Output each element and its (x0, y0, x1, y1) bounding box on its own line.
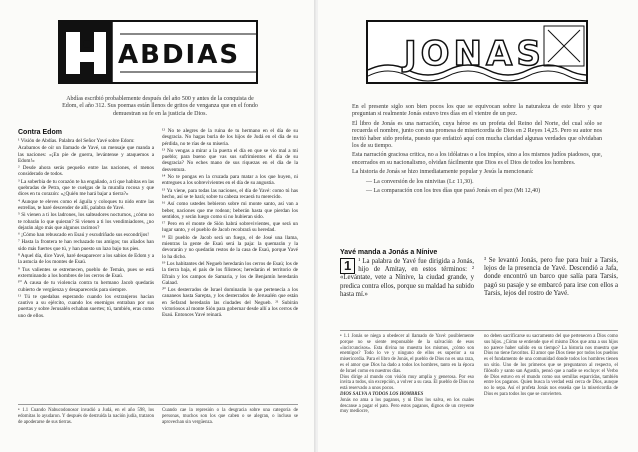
intro-list-item: — La conversión de los ninivitas (Lc 11,30). (366, 178, 474, 185)
abdias-footnote-2: Cuando cae la represión o la desgracia sobre una categoría de personas, muchos son los que caben o se alegran, o incluso se aprovechan sin vergüenza. (162, 408, 298, 425)
verse-paragraph: ⁷ Hasta la frontera te han rechazado tus amigos; tus aliados han sido más fuertes que tú, y han puesto un lazo bajo tus pies. (18, 239, 154, 252)
left-page (0, 0, 316, 452)
verse-paragraph: ¹⁹ Los habitantes del Negueb heredarán los cerros de Esaú; los de la tierra baja, el país de los filisteos; heredarán el territorio de Efraín y los campos de Samaria, y los de Benjamín heredarán Galaad. (162, 260, 298, 286)
abdias-column-1 (18, 128, 154, 320)
footnote-divider (18, 404, 298, 405)
verse-paragraph: ¹⁵ Ya viene, para todas las naciones, el día de Yavé: como tú has hecho, así se te hará; sobre tu cabeza recaerá tu merecido. (162, 187, 298, 200)
jonas-title-banner (366, 20, 588, 84)
abdias-title: ABDIAS (118, 40, 241, 70)
jonas-footnote-2: no deben sacrificarse su sacramento del que pertenecen a Dios como sus hijos. ¿Cómo se entiende que el mismo Dios que ama a sus hijos no parece haber salido en su tiempo? La historia nos muestra que Dios no tiene favoritos. El amor que Dios tiene por todos los pueblos es el fundamento de una comunidad donde todos los hombres tienen un sitio. Uno de los primeros que se preguntaron al respecto, el filósofo y santo san Agustín, pensó que a nadie se excluye: el Verbo de Dios estuvo en el mundo como sus semillas esparcidas, también entre los paganos. Quien busca la verdad está cerca de Dios, aunque no lo sepa. Así el profeta Jonás nos enseña que la misericordia de Dios es para todos los que se convierten. (484, 334, 618, 397)
verse-paragraph: ¹⁶ Así como ustedes bebieron sobre mi monte santo, así van a beber, naciones que me rodean; beberán hasta que pierdan los sentidos, y serán luego como si no hubieran sido. (162, 201, 298, 220)
intro-list-item: — La comparación con los tres días que pasó Jonás en el pez (Mt 12,40) (366, 188, 541, 195)
verse-paragraph: ¹ Visión de Abdías. Palabra del Señor Yavé sobre Edom: (18, 138, 135, 144)
jonas-column-1 (340, 248, 474, 299)
verse-paragraph: Acabamos de oír un llamado de Yavé, un mensaje que manda a las naciones: «¡En pie de guerra, levántense y ataquemos a Edom!» (18, 145, 154, 164)
verse-paragraph: ¹⁸ El pueblo de Jacob será un fuego, el de José una llama, mientras la gente de Esaú será la paja: la quemarán y la devorarán y no quedarán restos de la casa de Esaú, porque Yavé lo ha dicho. (162, 234, 298, 260)
intro-paragraph: En el presente siglo son bien pocos los que se equivocan sobre la naturaleza de este libro y que preguntan si realmente Jonás estuvo tres días en el vientre de un pez. (352, 104, 602, 118)
jonas-intro (352, 104, 602, 197)
section-heading: Contra Edom (18, 129, 62, 136)
verse-paragraph: ¹¹ Tú te quedabas esperando cuando los extranjeros hacían cautivo a su ejército, cuando los enemigos entraban por sus puertas y sobre Jerusalén echaban suertes; tú, también, eras como uno de ellos. (18, 293, 154, 319)
verse-paragraph: ¹⁷ Pero en el monte de Sión habrá sobrevivientes, que será un lugar santo, y el pueblo de Jacob recobrará su heredad. (162, 221, 298, 234)
footnote-heading: DIOS SALVA A TODOS LOS HOMBRES (340, 391, 424, 397)
intro-paragraph: La historia de Jonás se hizo inmediatamente popular y Jesús la mencionará: (352, 169, 534, 176)
verse-paragraph: ⁸ Aquel día, dice Yavé, haré desaparecer a los sabios de Edom y a la astucia de los montes de Esaú. (18, 253, 154, 266)
verse-paragraph: ⁶ ¡Cómo han rebuscado en Esaú y escudriñado sus escondrijos! (18, 232, 150, 239)
abdias-footnote-1: • 1.1 Cuando Nabucodonosor invadió a Judá, en el año 598, los edomitas lo ayudaron. Y después de destruida la nación judía, trataron de apoderarse de sus tierras. (18, 408, 154, 425)
jonas-footnote-1 (340, 334, 474, 415)
abdias-column-2 (162, 128, 298, 320)
footnote-paragraph: • 1.1 Jonás se niega a obedecer al llamado de Yavé: posiblemente porque no se siente responsable de la salvación de esos «incircuncisos». Esta divina no muestra los mismos, ¿cómo son enemigos? Todo lo ve y ninguno de ellos es superior a su misericordia. Para el libro de Jonás, el pueblo de Dios no es una raza, es el amor que Dios ha dado a todos los hombres, tanto en la época de Israel como en nuestros días. (340, 334, 474, 374)
verse-paragraph: ¹⁴ No te pongas en la cruzada para matar a los que huyen, ni entregues a los sobrevivientes en el día de su angustia. (162, 174, 298, 187)
verse-paragraph: ⁴ Aunque te eleves como el águila y coloques tu nido entre las estrellas, te haré descender de allí, palabra de Yavé. (18, 198, 154, 211)
chapter-number: 1 (340, 258, 355, 274)
verse-paragraph: ¹ La palabra de Yavé fue dirigida a Jonás, hijo de Amitay, en estos términos: ² «Levántate, vete a Nínive, la ciudad grande, y predica contra ellos, porque su maldad ha subido hasta mí.» (340, 258, 474, 298)
verse-paragraph: ¹⁰ A causa de tu violencia contra tu hermano Jacob quedarás cubierto de vergüenza y desaparecerás para siempre. (18, 280, 154, 293)
verse-paragraph: ⁵ Si vienen a ti los ladrones, los salteadores nocturnos, ¿cómo no te robarán lo que quieran? Si vienen a ti los vendimiadores, ¿no dejarán algo más que algunos racimos? (18, 212, 154, 231)
verse-paragraph: ⁹ Tus valientes se estremecen, pueblo de Temán, pues se está exterminando a los hombres de los cerros de Esaú. (18, 266, 154, 279)
verse-paragraph: ³ La soberbia de tu corazón te ha engañado, a ti que habitas en las quebradas de Petra, que te cuelgas de la muralla rocosa y que dices en tu corazón: «¿Quién me hará bajar a tierra?» (18, 178, 154, 198)
footnote-paragraph: Jonás no ama a los paganos, y ni Dios los salva, en los cuales descanse a pagar el pato. Pero estos paganos, dignos de un creyente muy mediocre, (340, 397, 474, 415)
right-page (318, 0, 638, 452)
jonas-column-2: ³ Se levantó Jonás, pero fue para huir a Tarsis, lejos de la presencia de Yavé. Descendió a Jafa, donde encontró un barco que salía para Tarsis, pagó su pasaje y se embarcó para irse con ellos a Tarsis, lejos del rostro de Yavé. (484, 257, 618, 297)
abdias-intro: Abdías escribió probablemente después del año 500 y antes de la conquista de Edom, el año 312. Sus poemas están llenos de gritos de venganza que en el fondo demuestran su fe en la justicia de Dios. (62, 96, 258, 117)
section-heading: Yavé manda a Jonás a Nínive (340, 249, 438, 256)
verse-paragraph: ²⁰ Los desterrados de Israel dominarán lo que pertenecía a los cananeos hasta Sarepta, y los desterrados de Jerusalén que están en Sefarad heredarán las ciudades del Negueb. ²¹ Subirán victoriosos al monte Sión para gobernar desde allí a los cerros de Esaú. Entonces Yavé reinará. (162, 287, 298, 319)
intro-paragraph: Esta narración graciosa critica, no a los idólatras o a los impíos, sino a los mismos judíos piadosos, que, encerrados en su nacionalismo, olvidan fácilmente que Dios es el Dios de todos los hombres. (352, 152, 602, 166)
verse-paragraph: ¹² No te alegres de la ruina de tu hermano en el día de su desgracia. No hagas burla de los hijos de Judá en el día de su pérdida, no te rías de su miseria. (162, 128, 298, 147)
verse-paragraph: ¹³ No vengas a mirar a la puerta el día en que se vio mal a mi pueblo; para bueno que vas sus sufrimientos el día de su desgracia? No eches mano de sus riquezas en el día de la desventura. (162, 147, 298, 173)
footnote-divider (340, 330, 618, 331)
abdias-title-banner (58, 20, 258, 84)
verse-paragraph: ² Desde ahora serás pequeño entre las naciones, el menos considerado de todos. (18, 165, 154, 178)
footnote-paragraph: Dios dirige al mundo con visión muy amplia y generosa. Por eso invita a todos, sin excepción, a volver a su casa. El pueblo de Dios no está reservado a unos pocos. (340, 374, 474, 392)
jonas-title: JONAS (404, 34, 545, 74)
intro-paragraph: El libro de Jonás es una narración, cuya héroe es un profeta del Reino del Norte, del cual sólo se recuerda el nombre, junto con una promesa de misericordia de Dios en 2 Reyes 14,25. Pero su autor nos invitó haber sido profeta, puesto que enfatizó aquí con mucha claridad algunas verdades que olvidaban los de su tiempo. (352, 120, 602, 150)
